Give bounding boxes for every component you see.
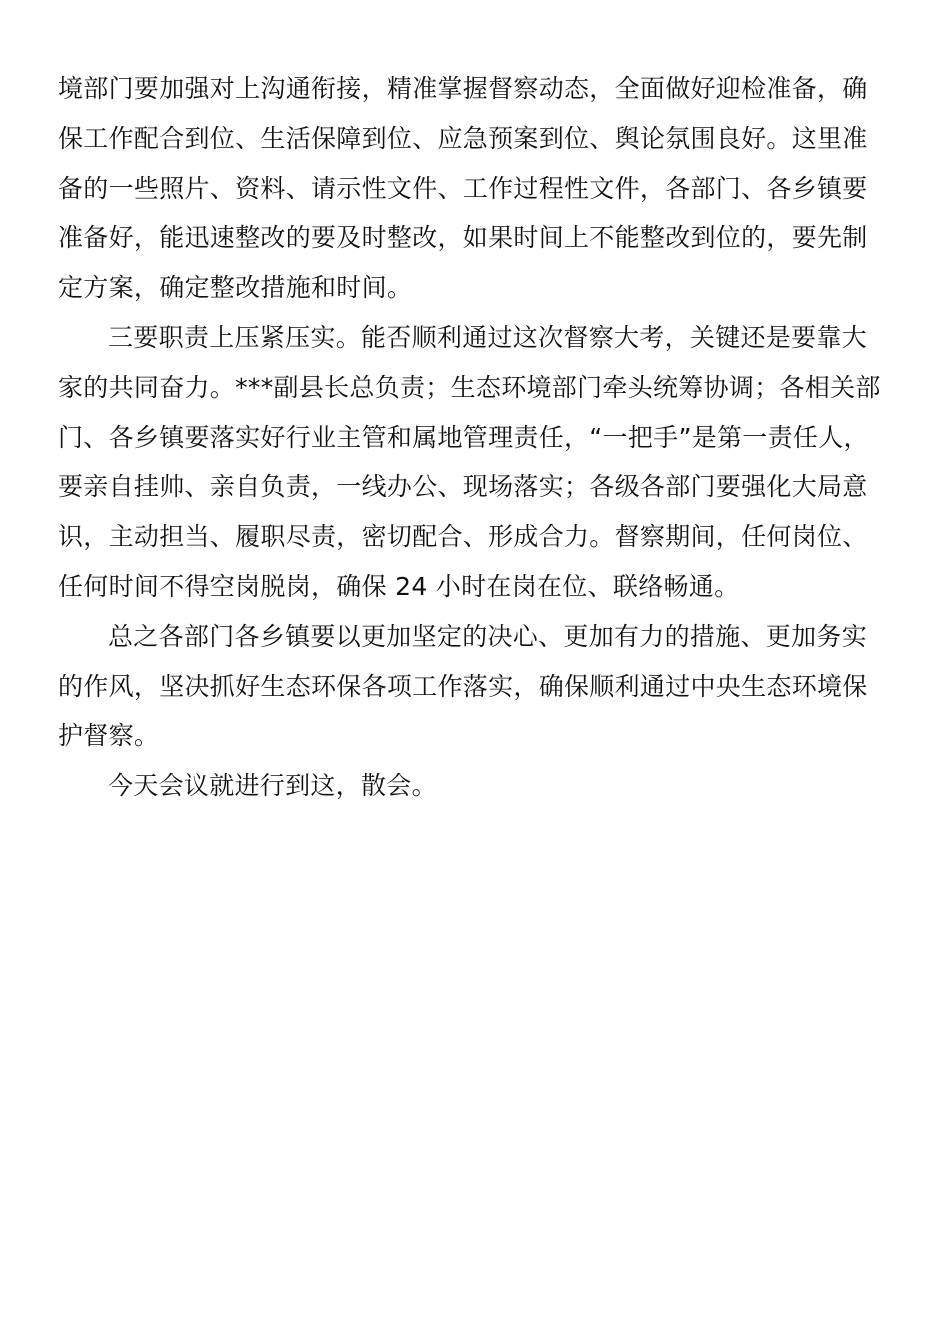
paragraph-2 <box>58 313 894 612</box>
text-line: 要亲自挂帅、亲自负责，一线办公、现场落实；各级各部门要强化大局意 <box>58 472 868 502</box>
text-line: 定方案，确定整改措施和时间。 <box>58 273 413 303</box>
text-line: 护督察。 <box>58 721 160 751</box>
text-line: 三要职责上压紧压实。能否顺利通过这次督察大考，关键还是要靠大 <box>108 322 868 352</box>
text-line: 准备好，能迅速整改的要及时整改，如果时间上不能整改到位的，要先制 <box>58 223 868 253</box>
text-line: 总之各部门各乡镇要以更加坚定的决心、更加有力的措施、更加务实 <box>108 621 868 651</box>
text-line: 保工作配合到位、生活保障到位、应急预案到位、舆论氛围良好。这里准 <box>58 123 868 153</box>
text-line: 今天会议就进行到这，散会。 <box>108 771 437 801</box>
paragraph-4 <box>58 761 894 811</box>
text-line: 备的一些照片、资料、请示性文件、工作过程性文件，各部门、各乡镇要 <box>58 173 868 203</box>
text-line: 家的共同奋力。***副县长总负责；生态环境部门牵头统筹协调；各相关部 <box>58 372 881 402</box>
text-line: 的作风，坚决抓好生态环保各项工作落实，确保顺利通过中央生态环境保 <box>58 671 868 701</box>
text-line: 门、各乡镇要落实好行业主管和属地管理责任，“一把手”是第一责任人， <box>58 422 869 452</box>
document-body <box>58 64 894 811</box>
paragraph-3 <box>58 612 894 761</box>
text-line: 任何时间不得空岗脱岗，确保 24 小时在岗在位、联络畅通。 <box>58 571 740 601</box>
text-line: 识，主动担当、履职尽责，密切配合、形成合力。督察期间，任何岗位、 <box>58 522 868 552</box>
text-line: 境部门要加强对上沟通衔接，精准掌握督察动态，全面做好迎检准备，确 <box>58 74 868 103</box>
paragraph-1 <box>58 64 894 313</box>
